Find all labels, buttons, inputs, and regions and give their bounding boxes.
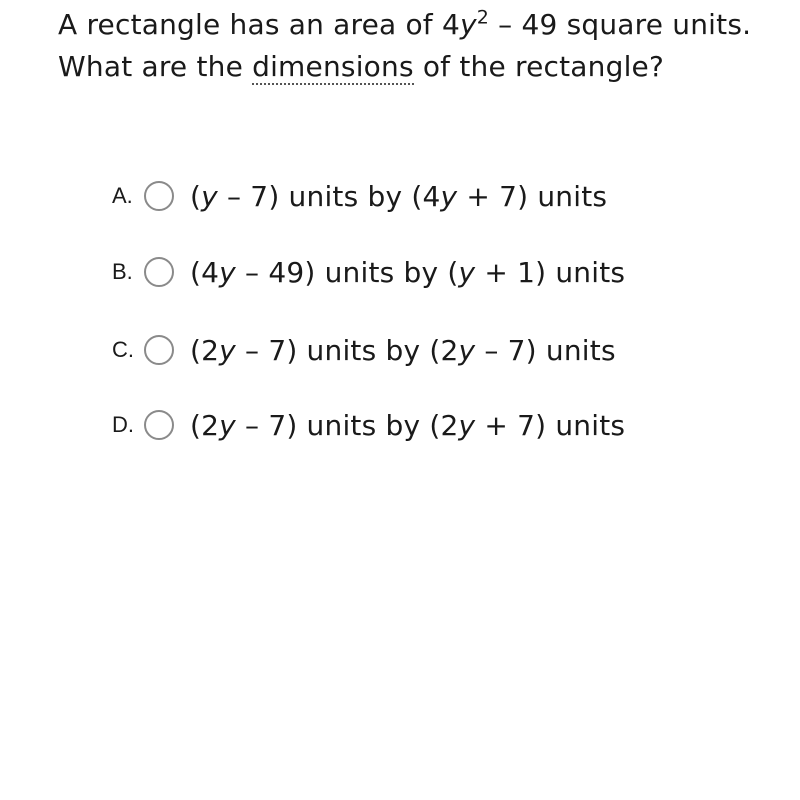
question-text-middle: – 49 square units. What are the xyxy=(58,8,752,83)
choice-d[interactable] xyxy=(112,405,625,445)
radio-button[interactable] xyxy=(144,410,174,440)
choice-text-part: – 7) units by (4 xyxy=(217,179,441,213)
choice-variable: y xyxy=(219,408,236,442)
choice-text-part: (4 xyxy=(190,255,220,289)
radio-button[interactable] xyxy=(144,181,174,211)
choice-text-part: (2 xyxy=(190,408,220,442)
choice-variable: y xyxy=(219,255,236,289)
choice-text xyxy=(190,334,616,367)
choice-text-part: – 7) units by (2 xyxy=(235,408,459,442)
choice-text-part: (2 xyxy=(190,333,220,367)
choice-letter: D. xyxy=(112,412,134,437)
choice-variable: y xyxy=(458,333,476,367)
choice-letter: B. xyxy=(112,259,133,284)
choice-text-part: + 7) units xyxy=(457,179,608,213)
choice-variable: y xyxy=(440,179,458,213)
choice-variable: y xyxy=(201,179,218,213)
choice-text-part: + 7) units xyxy=(475,408,626,442)
choice-b[interactable] xyxy=(112,252,625,292)
radio-button[interactable] xyxy=(144,257,174,287)
choice-letter: A. xyxy=(112,183,133,208)
question-text-end: of the rectangle? xyxy=(413,50,665,83)
choice-letter: C. xyxy=(112,337,134,362)
choice-variable: y xyxy=(458,255,476,289)
choice-a[interactable] xyxy=(112,176,607,216)
glossary-term-dimensions[interactable]: dimensions xyxy=(252,50,414,83)
choice-text-part: – 7) units by (2 xyxy=(235,333,459,367)
radio-button[interactable] xyxy=(144,335,174,365)
question-variable: y xyxy=(459,8,477,41)
choice-variable: y xyxy=(458,408,476,442)
choice-text xyxy=(190,256,625,289)
choice-c[interactable] xyxy=(112,330,616,370)
question-text xyxy=(58,4,758,88)
question-text-start: A rectangle has an area of 4 xyxy=(58,8,460,41)
choice-text xyxy=(190,180,607,213)
question-exponent: 2 xyxy=(476,6,490,29)
choice-text-part: – 7) units xyxy=(475,333,616,367)
choice-text xyxy=(190,409,625,442)
choice-text-part: ( xyxy=(190,179,202,213)
choice-text-part: – 49) units by ( xyxy=(235,255,459,289)
choice-text-part: + 1) units xyxy=(475,255,626,289)
choice-variable: y xyxy=(219,333,236,367)
